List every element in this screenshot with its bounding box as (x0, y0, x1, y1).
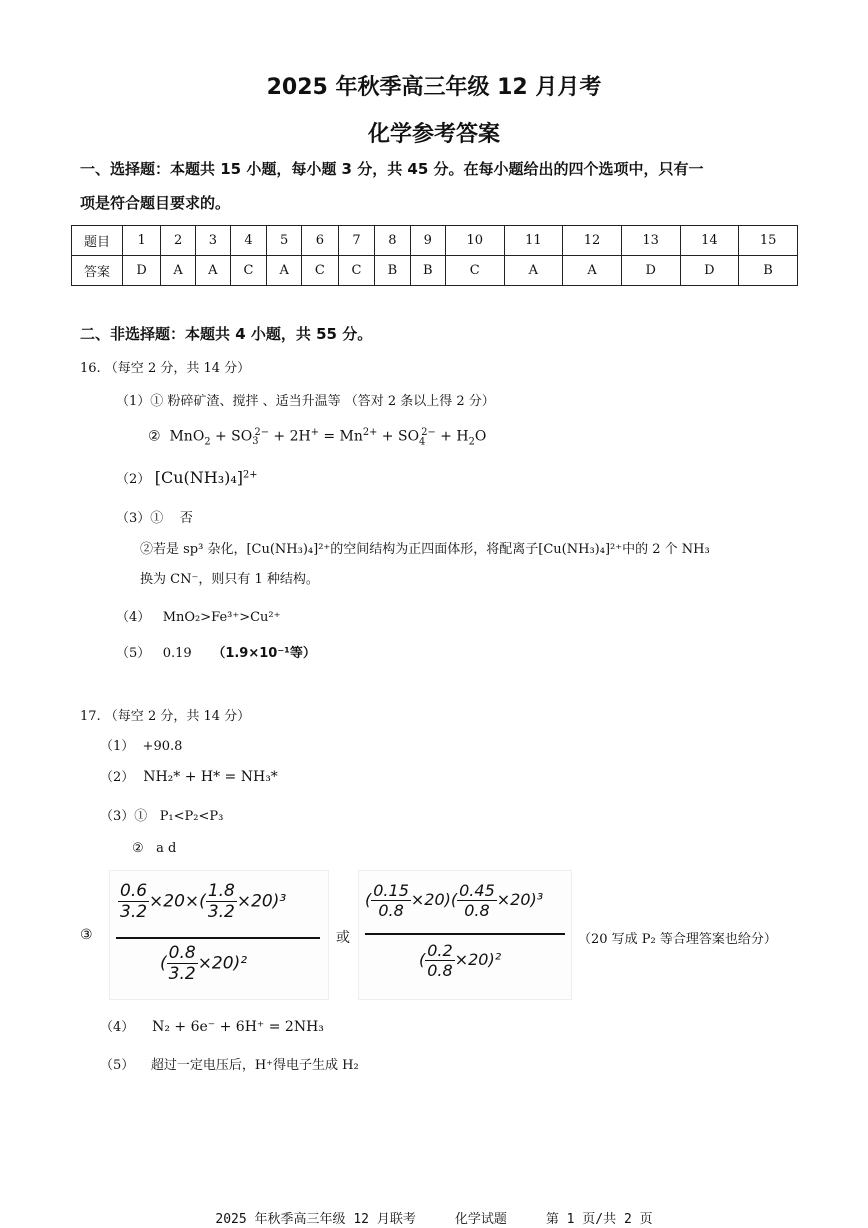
question-number: 15 (739, 226, 798, 256)
q17-p4-equation: N₂ + 6e⁻ + 6H⁺ = 2NH₃ (152, 1019, 324, 1035)
question-number: 1 (123, 226, 161, 256)
q16-part1 (116, 390, 495, 409)
q16-p1-circled-2: ② (148, 428, 161, 445)
eq-term: + SO (377, 428, 420, 445)
question-number: 10 (445, 226, 504, 256)
q17-p5-answer: 超过一定电压后，H⁺得电子生成 H₂ (150, 1058, 359, 1073)
q17-p4-label: （4） (100, 1020, 135, 1035)
q16-p3-explanation-line2: 换为 CN⁻，则只有 1 种结构。 (140, 572, 319, 587)
eq-term: = Mn (318, 428, 363, 445)
hand2-open: ( (365, 890, 372, 909)
question-number: 11 (504, 226, 563, 256)
q16-part5 (116, 642, 316, 661)
q16-p3-label: （3）① (116, 511, 164, 526)
answer-cell: D (123, 256, 161, 286)
answer-cell: A (504, 256, 563, 286)
hand1-bend: ×20)² (197, 953, 248, 974)
question-number: 13 (621, 226, 680, 256)
q17-p1-answer: +90.8 (142, 739, 183, 754)
q17-p3-answer2: a d (156, 841, 177, 856)
question-number: 12 (563, 226, 622, 256)
section2-heading: 二、非选择题：本题共 4 小题，共 55 分。 (80, 325, 373, 343)
hand2-denominator (419, 941, 501, 980)
handwritten-expression-1 (109, 870, 329, 1000)
section1-instructions-line1: 一、选择题：本题共 15 小题，每小题 3 分，共 45 分。在每小题给出的四个选项中，只有一 (80, 160, 704, 178)
q17-p3-part2 (132, 841, 176, 856)
hand1-end: ×20)³ (236, 891, 287, 912)
question-number: 8 (375, 226, 410, 256)
answer-subtitle: 化学参考答案 (367, 122, 500, 147)
answer-cell: A (563, 256, 622, 286)
q17-p3-circled-3: ③ (80, 927, 93, 943)
hand1-n2: 1.8 (207, 881, 235, 901)
q16-p1-answer: 粉碎矿渣、搅拌 、适当升温等 （答对 2 条以上得 2 分） (167, 394, 495, 409)
question-number: 7 (338, 226, 375, 256)
q16-part2 (116, 468, 257, 487)
question-number: 3 (195, 226, 230, 256)
hand2-numerator (365, 881, 543, 920)
answer-cell: C (338, 256, 375, 286)
hand1-denominator (160, 943, 247, 984)
q16-p1-label: （1） (116, 394, 151, 409)
hand2-bn: 0.2 (427, 941, 453, 960)
question-number: 2 (161, 226, 196, 256)
answer-cell: D (680, 256, 739, 286)
q17-part1 (100, 735, 182, 754)
q16-part1-equation: ② $MnO_2 + SO_3^{2-} + 2H^+ = Mn^{2+} + SO_4^{2-} + H_2O$ (148, 427, 487, 448)
q17-p3-label: （3）① (100, 809, 148, 824)
exam-title: 2025 年秋季高三年级 12 月月考 (266, 75, 602, 100)
q16-part3 (116, 507, 193, 526)
answer-cell: C (445, 256, 504, 286)
q17-part5 (100, 1054, 359, 1073)
answer-table (71, 225, 798, 286)
q17-p2-equation: NH₂* + H* = NH₃* (143, 769, 278, 785)
q16-p5-note: （1.9×10⁻¹等） (212, 646, 316, 661)
or-connector: 或 (336, 930, 350, 946)
hand1-bn: 0.8 (168, 943, 196, 963)
table-row (72, 256, 798, 286)
section1-instructions-line2: 项是符合题目要求的。 (80, 194, 231, 212)
hand1-d1: 3.2 (120, 902, 148, 922)
page-footer: 2025 年秋季高三年级 12 月联考 化学试题 第 1 页/共 2 页 (215, 1212, 653, 1227)
q16-p3-answer1: 否 (179, 511, 193, 526)
answer-cell: A (195, 256, 230, 286)
q16-part4 (116, 606, 281, 625)
q16-p2-label: （2） (116, 472, 151, 487)
q16-p2-formula: [Cu(NH₃)₄] (154, 468, 244, 487)
answer-cell: A (267, 256, 302, 286)
hand2-bend: ×20)² (454, 950, 502, 969)
q17-p5-label: （5） (100, 1058, 135, 1073)
q16-p5-label: （5） (116, 646, 151, 661)
question-number: 14 (680, 226, 739, 256)
hand2-mid: ×20)( (410, 890, 458, 909)
q17-p3-answer1: P₁<P₂<P₃ (159, 809, 224, 824)
q17-p2-label: （2） (100, 770, 135, 785)
hand2-d1: 0.8 (378, 901, 404, 920)
hand1-mid: ×20×( (149, 891, 206, 912)
eq-term: + H (435, 428, 469, 445)
handwritten-expression-2 (358, 870, 572, 1000)
row-label-question: 题目 (72, 226, 123, 256)
answer-cell: C (230, 256, 267, 286)
question-number: 4 (230, 226, 267, 256)
q16-p3-explanation-line1: ②若是 sp³ 杂化，[Cu(NH₃)₄]²⁺的空间结构为正四面体形，将配离子[Cu(NH₃)₄]²⁺中的 2 个 NH₃ (140, 542, 710, 557)
q16-p1-circled-1: ① (150, 394, 164, 409)
hand1-bopen: ( (160, 953, 167, 974)
question-number: 9 (410, 226, 445, 256)
eq-term: O (474, 428, 487, 445)
answer-cell: D (621, 256, 680, 286)
hand2-bopen: ( (419, 950, 426, 969)
q17-part4 (100, 1016, 324, 1035)
hand1-n1: 0.6 (120, 881, 148, 901)
question-number: 6 (302, 226, 339, 256)
eq-term: + SO (210, 428, 253, 445)
q16-heading: 16. （每空 2 分，共 14 分） (80, 361, 251, 376)
q16-p5-answer: 0.19 (162, 646, 192, 661)
row-label-answer: 答案 (72, 256, 123, 286)
hand1-d2: 3.2 (207, 902, 235, 922)
q17-heading: 17. （每空 2 分，共 14 分） (80, 709, 251, 724)
q17-p3-note: （20 写成 P₂ 等合理答案也给分） (578, 932, 777, 947)
hand1-bd: 3.2 (168, 964, 196, 984)
answer-cell: B (410, 256, 445, 286)
question-number: 5 (267, 226, 302, 256)
q17-part2 (100, 766, 278, 785)
answer-cell: B (739, 256, 798, 286)
q16-p2-charge: 2+ (243, 469, 258, 481)
eq-term: MnO (169, 428, 205, 445)
table-row (72, 226, 798, 256)
hand1-numerator (118, 881, 286, 922)
q16-p4-label: （4） (116, 610, 151, 625)
q17-p1-label: （1） (100, 739, 135, 754)
hand2-d2: 0.8 (464, 901, 490, 920)
q16-p4-answer: MnO₂>Fe³⁺>Cu²⁺ (162, 610, 281, 625)
hand2-fraction-bar (365, 933, 565, 935)
q17-part3 (100, 805, 223, 824)
hand2-bd: 0.8 (427, 961, 453, 980)
hand1-fraction-bar (116, 937, 320, 939)
hand2-n2: 0.45 (459, 881, 495, 900)
answer-cell: C (302, 256, 339, 286)
hand2-end: ×20)³ (496, 890, 544, 909)
answer-cell: A (161, 256, 196, 286)
eq-term: + 2H (268, 428, 311, 445)
hand2-n1: 0.15 (373, 881, 409, 900)
q17-p3-circled-2: ② (132, 841, 144, 856)
answer-cell: B (375, 256, 410, 286)
